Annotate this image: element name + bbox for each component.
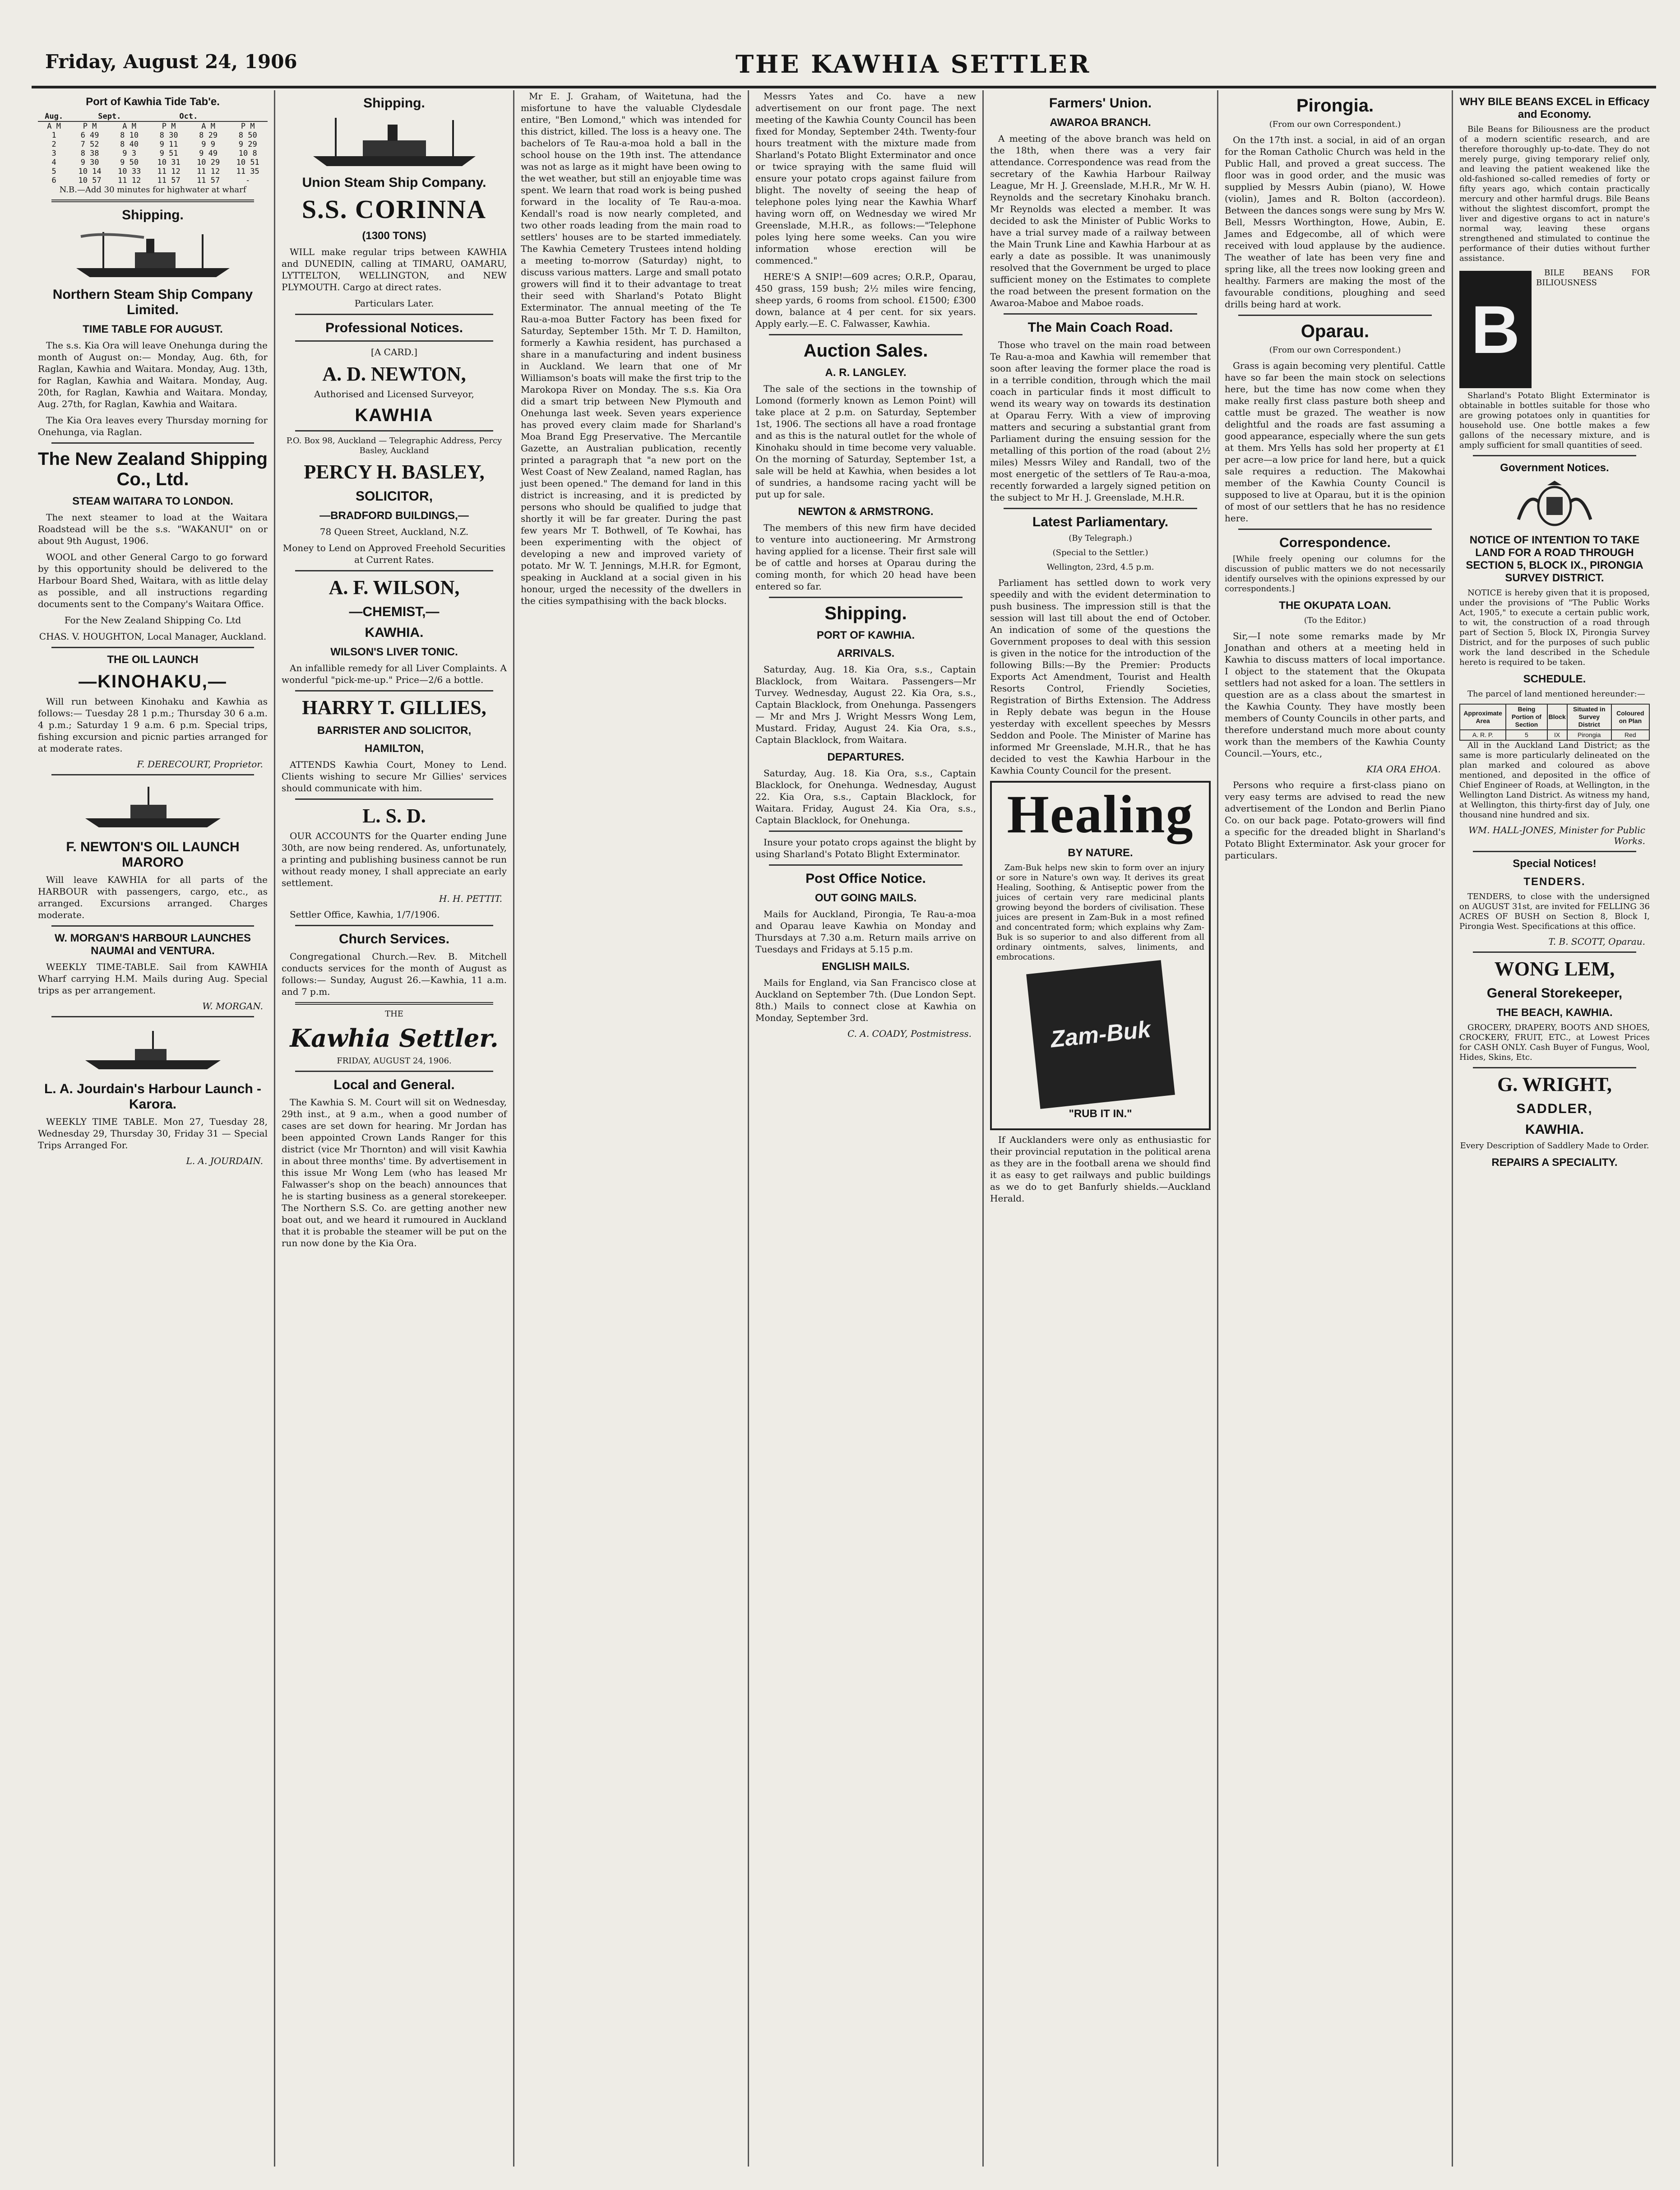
wilson-body: An infallible remedy for all Liver Complaints. A wonderful "pick-me-up." Price—2/6 a bottle. [282,663,507,685]
english-mails-body: Mails for England, via San Francisco close at Auckland on September 7th. (Due London Sept. 8th.) Mails to connect close at Kawhia on Monday, September 3rd. [755,977,976,1023]
own-corr: (From our own Correspondent.) [1269,120,1401,129]
wright-place: KAWHIA. [1525,1122,1584,1137]
port-heading: PORT OF KAWHIA. [816,629,915,641]
corr-heading: Correspondence. [1279,535,1391,550]
newton-title: Authorised and Licensed Surveyor, [314,389,474,399]
issue-date: Friday, August 24, 1906 [45,51,297,73]
wright-body: Every Description of Saddlery Made to Order. [1460,1141,1649,1151]
schedule-row: A. R. P. 5 IX Pirongia Red [1460,730,1649,740]
loan-heading: THE OKUPATA LOAN. [1279,599,1391,612]
wilson-title: —CHEMIST,— [349,604,440,619]
arrivals-heading: ARRIVALS. [837,647,895,659]
schedule-header: Situated in Survey District [1567,704,1611,730]
govt-body: NOTICE is hereby given that it is proposed, under the provisions of "The Public Works Act, 1905," to execute a certain public work, to wit, the construction of a road through part of Section 5, Block IX, Pirongia Survey District, and for the purposes of such public work the land described in the Schedule hereto is required to be taken. [1459,588,1650,667]
pirongia-body: On the 17th inst. a social, in aid of an organ for the Roman Catholic Church was held in the Public Hall, and proved a great success. The floor was in good order, and the music was supplied by Messrs Aubin (piano), W. Howe (violin), James and R. Bolton (accordeon). Between the dances songs were sung by Mrs W. Bell, Messrs Worthington, Howe, Aubin, E. James and Edgecombe, all of which were received with loud applause by the audience. The weather of late has been very fine and spring like, all the trees now looking green and healthy. Farmers are making the most of the favourable conditions, ploughing and seed drills being hard at work. [1225,135,1445,310]
wilson-name: A. F. WILSON, [329,576,460,599]
harbour-launch-icon [67,1022,239,1076]
auction-sub: A. R. LANGLEY. [825,367,907,379]
farmers-body: A meeting of the above branch was held on the 18th, when there was a very fair attendance. Correspondence was read from the secretary of the Kawhia Harbour Railway League, Mr H. J. Greenslade, M.H.R., Mr W. H. Reynolds and the secretary Kinohaku branch. Mr Reynolds was elected a member. It was decided to ask the Minister of Public Works to have a trial survey made of a railway between the Main Trunk Line and Kawhia Harbour at as early a date as possible. It was unanimously resolved that the Government be urged to place sufficient money on the Estimates to complete the road between the present formation on the Awaroa-Maboe and Maboe roads. [990,133,1211,308]
auction-heading: Auction Sales. [803,341,928,361]
loan-sig: KIA ORA EHOA. [1366,764,1441,775]
morgan-sig: W. MORGAN. [202,1001,263,1011]
schedule-table [1459,704,1650,741]
bile-body: Bile Beans for Biliousness are the product of a modern scientific research, and are therefore thoroughly up-to-date. They do not merely purge, giving temporary relief only, and leaving the patient weakened like the old-fashioned so-called remedies of forty or fifty years ago, which contain practically mercury and other harmful drugs. Bile Beans without the slightest discomfort, prompt the liver and digestive organs to act in nature's normal way, leaving these organs strengthened and stimulated to continue the performance of their duties without further assistance. [1459,125,1650,263]
parl-sub2: (Special to the Settler.) [1052,548,1148,557]
bile-beans-logo: B [1459,271,1532,388]
tide-row: 3 8 38 9 3 9 51 9 49 10 8 [51,149,257,158]
newton-name: A. D. NEWTON, [322,363,466,385]
insure-note: Insure your potato crops against the blight by using Sharland's Potato Blight Exterminator. [755,837,976,859]
nss-body: The s.s. Kia Ora will leave Onehunga during the month of August on:— Monday, Aug. 6th, for Raglan, Kawhia and Waitara. Monday, Aug. 13th, for Raglan, Kawhia and Waitara. Monday, Aug. 20th, for Raglan, Kawhia and Waitara. Monday, Aug. 27th, for Raglan, Kawhia and Waitara. [38,340,268,409]
english-mails-heading: ENGLISH MAILS. [822,960,910,973]
corinna-name: S.S. CORINNA [301,195,487,224]
basley-note: Money to Lend on Approved Freehold Securities at Current Rates. [282,543,506,565]
snip-ad: HERE'S A SNIP!—609 acres; O.R.P., Oparau, 450 grass, 159 bush; 2½ miles wire fencing, sheep yards, 6 rooms from school. £1500; £300 down, balance at 4 per cent. for six years. Apply early.—E. C. Falwasser, Kawhia. [755,271,976,329]
parl-body: Parliament has settled down to work very speedily and with the evident determination to push business. The impression still is that the session will last till about the end of October. An indication of some of the questions the Government proposes to deal with this session is given in the notice for the introduction of the following Bills:—By the Premier: Products Exports Act Amendment, Tourist and Health Resorts Control, Friendly Societies, Registration of Births Extension. The Address in Reply debate was begun in the House yesterday with excellent speeches by Messrs Seddon and Poole. The Minister of Marine has informed Mr Greenslade, M.H.R., that he has decided to vest the Kawhia Harbour in the Kawhia County Council for the present. [990,577,1211,776]
nz-wool: WOOL and other General Cargo to go forward by this opportunity should be delivered to the Harbour Board Shed, Waitara, with as little delay as possible, and all instructions regarding documents sent to the Company's Waitara Office. [38,552,268,609]
wong-name: WONG LEM, [1494,958,1615,980]
farmers-heading: Farmers' Union. [1049,96,1152,111]
tide-ampm: P M [83,122,97,131]
tide-row: 6 10 57 11 12 11 57 11 57 - [51,176,250,185]
tide-ampm: A M [201,122,216,131]
govt-heading: Government Notices. [1500,462,1609,474]
basley-street: 78 Queen Street, Auckland, N.Z. [319,526,469,537]
corinna-body: WILL make regular trips between KAWHIA and DUNEDIN, calling at TIMARU, OAMARU, LYTTELTON, WELLINGTON, and NEW PLYMOUTH. Cargo at direct rates. [282,246,507,292]
oparau-heading: Oparau. [1300,321,1370,341]
pirongia-heading: Pirongia. [1296,96,1374,116]
wong-place: THE BEACH, KAWHIA. [1496,1007,1613,1019]
schedule-after: All in the Auckland Land District; as the same is more particularly delineated on the plan marked and coloured as above mentioned, and deposited in the office of Chief Engineer of Roads, at Wellington, in the Wellington Land District. As witness my hand, at Wellington, this thirty-first day of July, one thousand nine hundred and six. [1459,741,1650,820]
basley-name: PERCY H. BASLEY, [304,461,485,483]
shipping-heading-2: Shipping. [363,96,425,111]
govt-sig: WM. HALL-JONES, Minister for Public Works. [1468,825,1645,846]
wright-foot: REPAIRS A SPECIALITY. [1491,1156,1618,1169]
lsd-sig: H. H. PETTIT. [439,893,502,904]
tide-note: N.B.—Add 30 minutes for highwater at wharf [59,185,246,195]
nz-sig1: For the New Zealand Shipping Co. Ltd [64,615,241,626]
post-heading: Post Office Notice. [805,871,926,886]
schedule-header: Block [1547,704,1567,730]
tenders-heading: TENDERS. [1523,876,1586,888]
bile-heading: WHY BILE BEANS EXCEL in Efficacy and Economy. [1459,96,1650,121]
lsd-heading: L. S. D. [362,805,426,827]
loan-body: Sir,—I note some remarks made by Mr Jonathan and others at a meeting held in Kawhia to discuss matters of local importance. I object to the statement that the Okupata settlers had not asked for a loan. The settlers in question are as a class about the smartest in the Kawhia County. They have mostly been members of County Councils in other parts, and therefore understand much more about county work than the members of the Kawhia County Council.—Yours, etc., [1225,631,1445,759]
column-5 [984,90,1218,2167]
na-body: The members of this new firm have decided to venture into auctioneering. Mr Armstrong having applied for a license. Their first sale will be of cattle and horses at Oparau during the coming month, for which 20 head have been entered so far. [755,522,976,592]
launch-icon [67,780,239,834]
auction-body: The sale of the sections in the township of Lomond (formerly known as Lemon Point) will take place at 2 p.m. on Saturday, September 1st, 1906. The sections all have a road frontage and as this is the natural outlet for the whole of Kinohaku should in time become very valuable. On the morning of Saturday, September 1st, a sale will be held at Kawhia, when besides a lot of sundries, a handsome racing yacht will be put up for sale. [755,383,976,500]
nz-shipping-name: The New Zealand Shipping Co., Ltd. [38,449,268,489]
awaroa-heading: AWAROA BRANCH. [1050,116,1151,129]
church-heading: Church Services. [338,932,450,947]
tide-ampm: A M [122,122,136,131]
tide-month-sept: Sept. [70,112,149,121]
coach-heading: The Main Coach Road. [1027,320,1173,335]
paper-date: FRIDAY, AUGUST 24, 1906. [337,1056,452,1066]
wright-name: G. WRIGHT, [1497,1073,1612,1095]
jourdain-heading: L. A. Jourdain's Harbour Launch - Karora. [44,1081,262,1112]
column-6 [1218,90,1453,2167]
paper-title: Kawhia Settler. [290,1024,499,1053]
launch-heading: THE OIL LAUNCH [107,654,199,666]
bile-logo-text: BILE BEANS FOR BILIOUSNESS [1536,268,1650,288]
by-nature: BY NATURE. [1068,847,1133,859]
card-label: [A CARD.] [371,347,417,357]
morgan-heading: W. MORGAN'S HARBOUR LAUNCHES NAUMAI and VENTURA. [54,932,251,957]
jourdain-sig: L. A. JOURDAIN. [186,1155,263,1166]
wong-title: General Storekeeper, [1486,986,1623,1001]
tide-table [38,112,268,185]
shipping-heading: Shipping. [122,208,184,223]
basley-title: SOLICITOR, [355,489,433,504]
gillies-name: HARRY T. GILLIES, [302,696,486,719]
tide-ampm: P M [162,122,176,131]
wilson-tonic: WILSON'S LIVER TONIC. [330,646,458,658]
lsd-office: Settler Office, Kawhia, 1/7/1906. [290,909,440,920]
tide-ampm: P M [241,122,255,131]
column-4 [749,90,984,2167]
govt-title: NOTICE OF INTENTION TO TAKE LAND FOR A ROAD THROUGH SECTION 5, BLOCK IX., PIRONGIA SURVEY DISTRICT. [1466,534,1643,584]
local-body: The Kawhia S. M. Court will sit on Wednesday, 29th inst., at 9 a.m., when a good number of cases are set down for hearing. Mr Jordan has been appointed Crown Lands Ranger for this district (vice Mr Thornton) and will visit Kawhia in about three months' time. By advertisement in this issue Mr Wong Lem (who has leased Mr Falwasser's shop on the beach) announces that he is starting business as a general storekeeper. The Northern S.S. Co. are getting another new boat out, and we heard it rumoured in Auckland that it is probable the steamer will be put on the run now done by the Kia Ora. [282,1097,507,1248]
tide-month-oct: Oct. [149,112,228,121]
corr-note: [While freely opening our columns for the discussion of public matters we do not necessarily identify ourselves with the opinions expressed by our correspondents.] [1225,554,1445,594]
column-7 [1453,90,1656,2167]
zambuk-ad [990,781,1211,1130]
zam-body: Zam-Buk helps new skin to form over an injury or sore in Nature's own way. It derives its great Healing, Soothing, & Antiseptic power from the juices of certain very rare medicinal plants growing beyond the borders of civilisation. These juices are present in Zam-Buk in a most refined and concentrated form; which explains why Zam-Buk is so superior to and also different from all ordinary ointments, salves, liniments, and embrocations. [996,863,1204,962]
wright-title: SADDLER, [1516,1101,1593,1116]
newton-launch-body: Will leave KAWHIA for all parts of the HARBOUR with passengers, cargo, etc., as arranged. Excursions arranged. Charges moderate. [38,874,268,920]
post-body: Mails for Auckland, Pirongia, Te Rau-a-moa and Oparau leave Kawhia on Monday and Thursdays at 7.30 a.m. Return mails arrive on Tuesdays and Fridays at 5.15 p.m. [755,909,976,955]
gillies-title: BARRISTER AND SOLICITOR, [317,724,472,737]
coach-body: Those who travel on the main road between Te Rau-a-moa and Kawhia will remember that soon after leaving the former place the road is in a terrible condition, through which the mail coach in particular finds it most difficult to wend its weary way on towards its destination at Oparau Ferry. With a view of improving matters and securing a substantial grant from Parliament during the ensuing session for the metalling of this portion of the road (about 2½ miles) Messrs Wiley and Randall, two of the most energetic of the settlers of Te Rau-a-moa, recently forwarded a largely signed petition on the subject to Mr H. J. Greenslade, M.H.R. [990,339,1211,503]
nz-route: STEAM WAITARA TO LONDON. [72,495,233,507]
jourdain-body: WEEKLY TIME TABLE. Mon 27, Tuesday 28, Wednesday 29, Thursday 30, Friday 31 — Special Trips Arranged For. [38,1116,268,1151]
particulars: Particulars Later. [354,298,434,309]
schedule-header: Being Portion of Section [1506,704,1547,730]
auckland-body: If Aucklanders were only as enthusiastic for their provincial reputation in the political arena as they are in the football arena we should find it as easy to get railways and public buildings as we do to get Banfurly shields.—Auckland Herald. [990,1134,1211,1204]
masthead [32,41,1656,88]
corinna-tons: (1300 TONS) [362,230,426,242]
launch-sig: F. DERECOURT, Proprietor. [137,759,263,770]
tenders-body: TENDERS, to close with the undersigned on AUGUST 31st, are invited for FELLING 36 ACRES OF BUSH on Section 8, Block I, Pirongia West. Specifications at this office. [1459,892,1650,931]
schedule-header: Approximate Area [1460,704,1506,730]
columns [32,90,1656,2167]
launch-name: —KINOHAKU,— [79,672,227,691]
newton-place: KAWHIA [355,405,434,425]
sharland-body: Sharland's Potato Blight Exterminator is obtainable in bottles suitable for those who are growing potatoes only in quantities for household use. One bottle makes a few gallons of the necessary mixture, and is amply sufficient for small quantities of seed. [1459,391,1650,450]
union-steamship-icon [309,116,480,170]
column-2 [275,90,514,2167]
parl-heading: Latest Parliamentary. [1032,515,1169,529]
morgan-body: WEEKLY TIME-TABLE. Sail from KAWHIA Wharf carrying H.M. Mails during Aug. Special trips as per arrangement. [38,961,268,996]
tenders-sig: T. B. SCOTT, Oparau. [1548,936,1645,947]
gillies-body: ATTENDS Kawhia Court, Money to Lend. Clients wishing to secure Mr Gillies' services should communicate with him. [282,759,507,793]
shipping-heading-4: Shipping. [824,603,907,623]
special-heading: Special Notices! [1513,858,1597,870]
departures-body: Saturday, Aug. 18. Kia Ora, s.s., Captain Blacklock, for Onehunga. Wednesday, August 22. Kia Ora, s.s., Captain Blacklock, for Waitara. Friday, August 24. Kia Ora, s.s., Captain Blacklock, for Onehunga. [755,768,976,826]
nss-company-name: Northern Steam Ship Company Limited. [52,287,253,317]
tide-row: 2 7 52 8 40 9 11 9 9 9 29 [51,140,257,149]
nss-note: The Kia Ora leaves every Thursday morning for Onehunga, via Raglan. [38,415,268,437]
column-1 [32,90,275,2167]
newton-launch-heading: F. NEWTON'S OIL LAUNCH MARORO [66,840,240,870]
local-heading: Local and General. [333,1077,455,1092]
basley-bldg: —BRADFORD BUILDINGS,— [319,510,469,522]
tide-row: 4 9 30 9 50 10 31 10 29 10 51 [51,158,259,167]
wilson-place: KAWHIA. [365,625,424,640]
gillies-place: HAMILTON, [364,742,424,755]
col3-body: Mr E. J. Graham, of Waitetuna, had the misfortune to have the valuable Clydesdale entire, "Ben Lomond," which was intended for this district, killed. The loss is a heavy one. The bachelors of Te Rau-a-moa hold a ball in the school house on the 19th inst. The attendance was not as large as it might have been owing to the wet weather, but still an enjoyable time was spent. We learn that road work is being pushed forward in the locality of Te Rau-a-moa. Kendall's road is now nearly completed, and two other roads leading from the main road to settlers' houses are to be started immediately. The Kawhia Cemetery Trustees intend holding a meeting to-morrow (Saturday) night, to discuss various matters. Large and small potato growers will find it to their advantage to treat their seed with Sharland's Potato Blight Exterminator. The annual meeting of the Te Rau-a-moa Butter Factory has been fixed for Saturday, September 15th. Mr T. D. Hamilton, formerly a Kawhia resident, has purchased a share in a manufacturing and indent business in Auckland. We learn that one of Mr Williamson's boats will make the first trip to the Marokopa River on Monday. The s.s. Kia Ora did a smart trip between New Plymouth and Onehunga last week. Seven years experience has proved every claim made for Sharland's Moa Brand Egg Preservative. The Mercantile Gazette, an Australian publication, recently printed a paragraph that "a new port on the West Coast of New Zealand, named Raglan, has just been opened." The demand for land in this district is increasing, and it is predicted by persons who should be qualified to judge that shortly it will be far greater. During the past few years Mr T. Bothwell, of Te Kowhai, has been experimenting with the object of developing a new and improved variety of potato. Mr W. T. Jennings, M.H.R. for Egmont, speaking in Auckland at a social given in his honour, urged the necessity of the dwellers in the cities sympathising with the back blocks. [521,91,741,606]
healing-title: Healing [1007,784,1194,844]
departures-heading: DEPARTURES. [827,751,904,763]
schedule-heading: SCHEDULE. [1523,673,1586,685]
potato-body: Persons who require a first-class piano on very easy terms are advised to read the new advertisement of the London and Berlin Piano Co. on our back page. Potato-growers will find a specific for the dreaded blight in Sharland's Potato Blight Exterminator. Ask your grocer for particulars. [1225,779,1445,861]
paper-the: THE [385,1009,403,1019]
basley-addr: P.O. Box 98, Auckland — Telegraphic Address, Percy Basley, Auckland [286,436,502,455]
church-body: Congregational Church.—Rev. B. Mitchell conducts services for the month of August as follows:— Sunday, August 26.—Kawhia, 11 a.m. and 7 p.m. [282,951,507,997]
usc-name: Union Steam Ship Company. [302,175,486,190]
to-editor: (To the Editor.) [1304,616,1366,625]
schedule-sub: The parcel of land mentioned hereunder:— [1467,689,1645,699]
parl-dateline: Wellington, 23rd, 4.5 p.m. [1046,562,1154,572]
wong-body: GROCERY, DRAPERY, BOOTS AND SHOES, CROCKERY, FRUIT, ETC., at Lowest Prices for CASH ONLY. Cash Buyer of Fungus, Wool, Hides, Skins, Etc. [1459,1023,1650,1062]
tide-row: 5 10 14 10 33 11 12 11 12 11 35 [51,167,259,176]
royal-crest-icon [1509,479,1600,529]
launch-body: Will run between Kinohaku and Kawhia as follows:— Tuesday 28 1 p.m.; Thursday 30 6 a.m. 4 p.m.; Saturday 1 9 a.m. 6 p.m. Special trips, fishing excursion and picnic parties arranged for at moderate rates. [38,696,268,754]
prof-heading: Professional Notices. [325,320,463,335]
nss-timetable-title: TIME TABLE FOR AUGUST. [83,323,223,335]
col4-body1: Messrs Yates and Co. have a new advertisement on our front page. The next meeting of the Kawhia County Council has been fixed for Monday, September 24th. Twenty-four hours treatment with the mixture made from Sharland's Potato Blight Exterminator and once or twice spraying with the same fluid will ensure your potato crops against failure from blight. The novelty of seeing the heap of telephone poles lying near the Kawhia Wharf having worn off, on Wednesday we wired Mr Greenslade, M.H.R., as follows:—"Telephone poles lying here some weeks. Can you wire information whose erection will be commenced." [755,91,976,266]
tide-month-aug: Aug. [38,112,70,121]
newspaper-title: THE KAWHIA SETTLER [736,50,1091,79]
oparau-body: Grass is again becoming very plentiful. Cattle have so far been the main stock on selections here, but the time has now come when they make really first class pasture both sheep and cattle must be grazed. The weather is now delightful and the roads are fast assuming a good appearance, especially where the sun gets at them. Mrs Yells has sold her property at £1 per acre—a low price for land here, but a quick sale requires a reduction. The Makowhai member of the Kawhia County Council is supposed to live at Oparau, but it is the opinion of most of our settlers that he has no residence here. [1225,360,1445,524]
steamship-icon [67,227,239,282]
lsd-body: OUR ACCOUNTS for the Quarter ending June 30th, are now being rendered. As, unfortunately, a printing and publishing business cannot be run without ready money, I shall appreciate an early settlement. [282,831,507,888]
zambuk-logo: Zam-Buk [1026,960,1175,1109]
na-heading: NEWTON & ARMSTRONG. [798,506,934,518]
post-sub: OUT GOING MAILS. [815,892,917,904]
arrivals-body: Saturday, Aug. 18. Kia Ora, s.s., Captain Blacklock, from Waitara. Passengers—Mr Turvey. Wednesday, August 22. Kia Ora, s.s., Captain Blacklock, from Onehunga. Passengers — Mr and Mrs J. Wright Messrs Wong Lem, Mustard. Friday, August 24. Kia Ora, s.s., Captain Blacklock, from Waitara. [755,664,976,745]
nz-sig2: CHAS. V. HOUGHTON, Local Manager, Auckland. [39,631,267,642]
own-corr-2: (From our own Correspondent.) [1269,345,1401,355]
schedule-header: Coloured on Plan [1611,704,1649,730]
zam-tag: "RUB IT IN." [1069,1108,1132,1120]
nz-body: The next steamer to load at the Waitara Roadstead will be the s.s. "WAKANUI" on or about 9th August, 1906. [38,512,268,546]
tide-ampm: A M [47,122,61,131]
tide-row: 1 6 49 8 10 8 30 8 29 8 50 [51,131,257,140]
column-3 [514,90,749,2167]
tide-table-title: Port of Kawhia Tide Tab'e. [86,96,220,108]
post-sig: C. A. COADY, Postmistress. [847,1028,972,1039]
parl-sub: (By Telegraph.) [1069,534,1132,543]
